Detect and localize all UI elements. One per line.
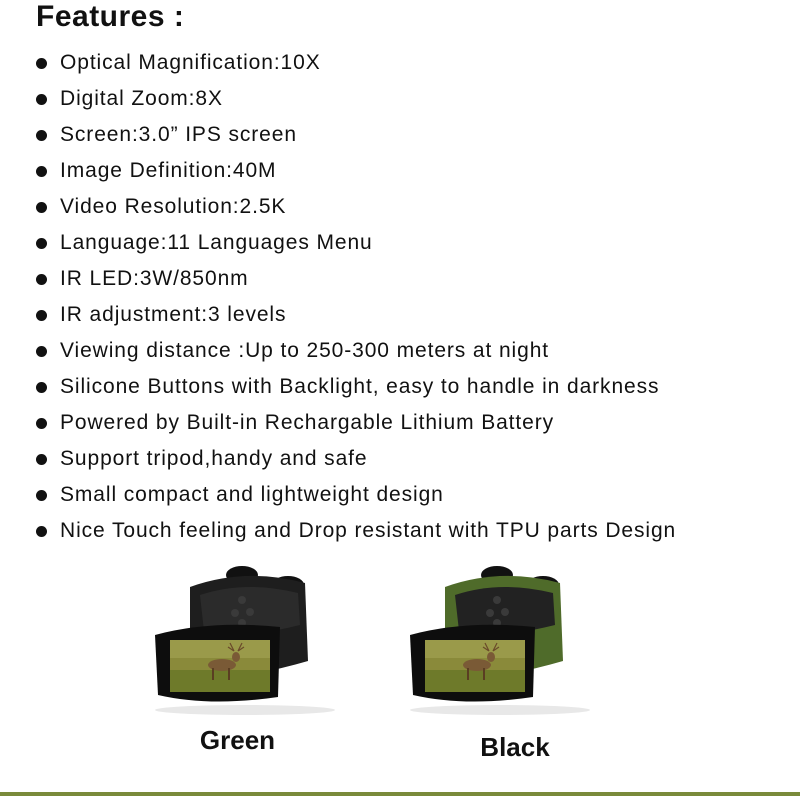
bullet-icon [36,454,47,465]
feature-item [36,369,676,405]
bullet-icon [36,310,47,321]
feature-item [36,153,676,189]
feature-text: Support tripod,handy and safe [60,447,368,470]
feature-item [36,297,676,333]
feature-text: Optical Magnification:10X [60,51,321,74]
binocular-product-image [405,565,595,715]
binocular-icon [405,565,595,715]
page-title: Features : [36,0,185,33]
feature-item [36,117,676,153]
feature-text: Digital Zoom:8X [60,87,223,110]
bullet-icon [36,382,47,393]
feature-item [36,81,676,117]
bottom-divider [0,792,800,796]
feature-item [36,405,676,441]
feature-text: Powered by Built-in Rechargable Lithium Battery [60,411,555,434]
feature-item [36,333,676,369]
bullet-icon [36,202,47,213]
feature-item [36,261,676,297]
bullet-icon [36,94,47,105]
bullet-icon [36,490,47,501]
feature-text: Viewing distance :Up to 250-300 meters at night [60,339,550,362]
binocular-icon [150,565,340,715]
feature-item [36,189,676,225]
feature-text: IR adjustment:3 levels [60,303,287,326]
feature-text: Video Resolution:2.5K [60,195,287,218]
feature-text: Image Definition:40M [60,159,277,182]
feature-item [36,441,676,477]
bullet-icon [36,526,47,537]
bullet-icon [36,346,47,357]
binocular-product-image [150,565,340,715]
feature-text: Silicone Buttons with Backlight, easy to handle in darkness [60,375,660,398]
bullet-icon [36,58,47,69]
variant-label-black: Black [480,732,550,762]
feature-item [36,45,676,81]
feature-text: IR LED:3W/850nm [60,267,249,290]
feature-text: Language:11 Languages Menu [60,231,373,254]
feature-item [36,513,676,549]
bullet-icon [36,418,47,429]
feature-list [36,45,676,549]
feature-item [36,477,676,513]
bullet-icon [36,274,47,285]
feature-text: Small compact and lightweight design [60,483,444,506]
bullet-icon [36,130,47,141]
bullet-icon [36,238,47,249]
bullet-icon [36,166,47,177]
feature-item [36,225,676,261]
feature-text: Screen:3.0” IPS screen [60,123,297,146]
variant-label-green: Green [199,725,276,755]
feature-text: Nice Touch feeling and Drop resistant with TPU parts Design [60,519,677,542]
